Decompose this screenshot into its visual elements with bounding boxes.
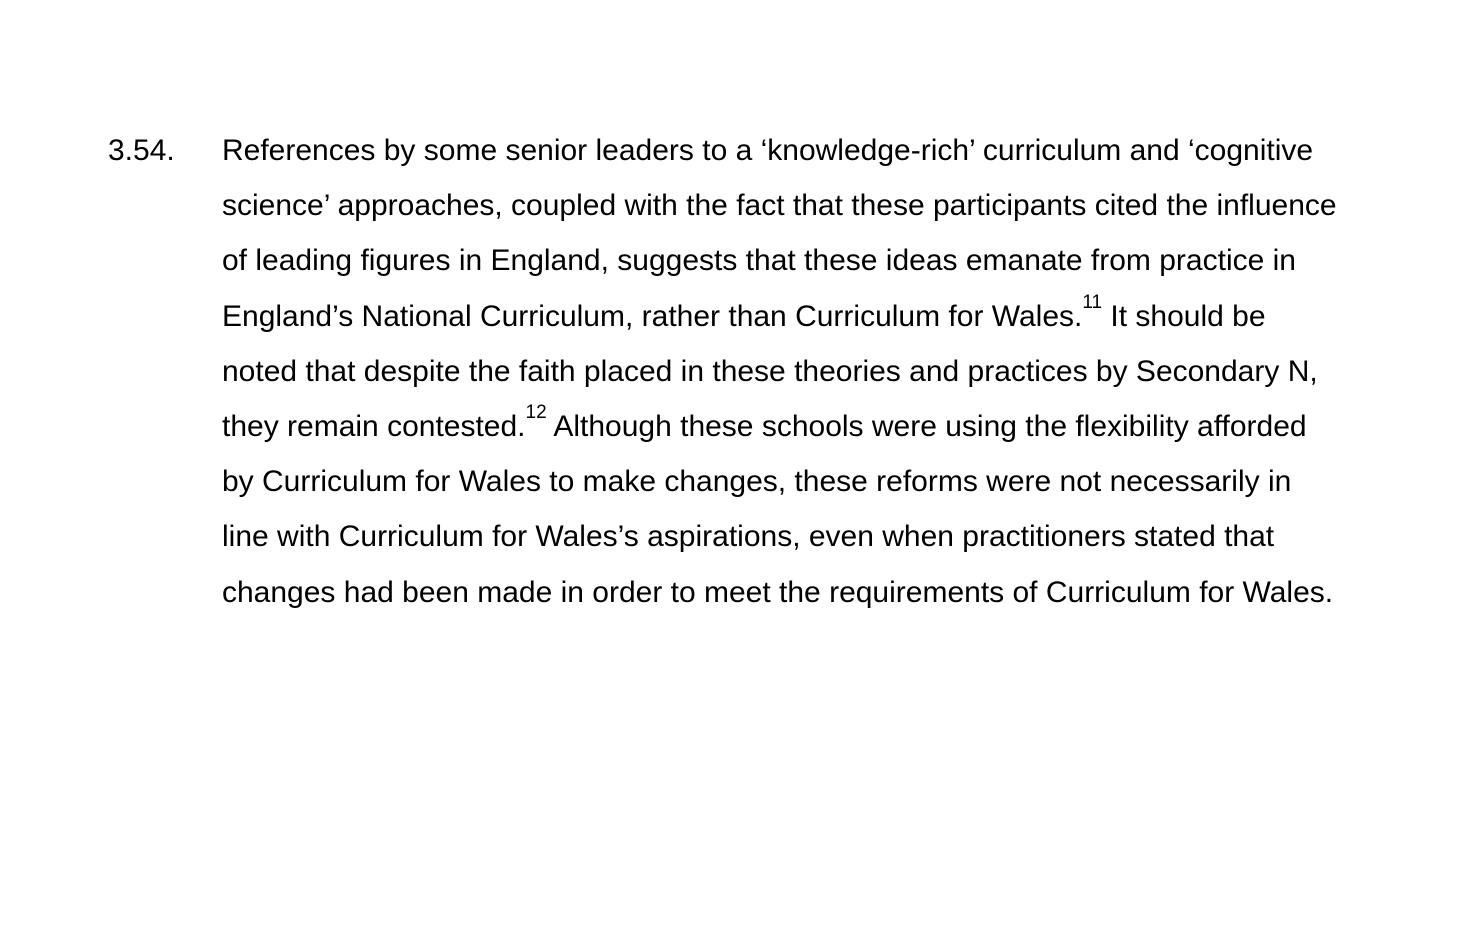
line-text: It should be	[1102, 299, 1266, 333]
paragraph-line	[222, 291, 1427, 352]
line-text: Although these schools were using the flexibility afforded	[546, 409, 1307, 443]
paragraph-line: line with Curriculum for Wales’s aspirations, even when practitioners stated that	[222, 520, 1275, 554]
paragraph-line	[222, 401, 1427, 462]
paragraph-line: science’ approaches, coupled with the fact that these participants cited the influence	[222, 189, 1337, 223]
line-text: England’s National Curriculum, rather than Curriculum for Wales.	[222, 299, 1083, 333]
paragraph-body	[222, 131, 1427, 628]
footnote-reference-12[interactable]: 12	[525, 401, 547, 423]
paragraph-line: noted that despite the faith placed in these theories and practices by Secondary N,	[222, 354, 1318, 388]
paragraph-line: of leading figures in England, suggests that these ideas emanate from practice in	[222, 244, 1296, 278]
footnote-reference-11[interactable]: 11	[1082, 291, 1103, 313]
paragraph-line: changes had been made in order to meet the requirements of Curriculum for Wales.	[222, 575, 1334, 609]
paragraph-line: References by some senior leaders to a ‘knowledge-rich’ curriculum and ‘cognitive	[222, 134, 1314, 167]
paragraph-number: 3.54.	[108, 134, 175, 167]
paragraph-line: by Curriculum for Wales to make changes, these reforms were not necessarily in	[222, 465, 1292, 499]
line-text: they remain contested.	[222, 409, 526, 443]
